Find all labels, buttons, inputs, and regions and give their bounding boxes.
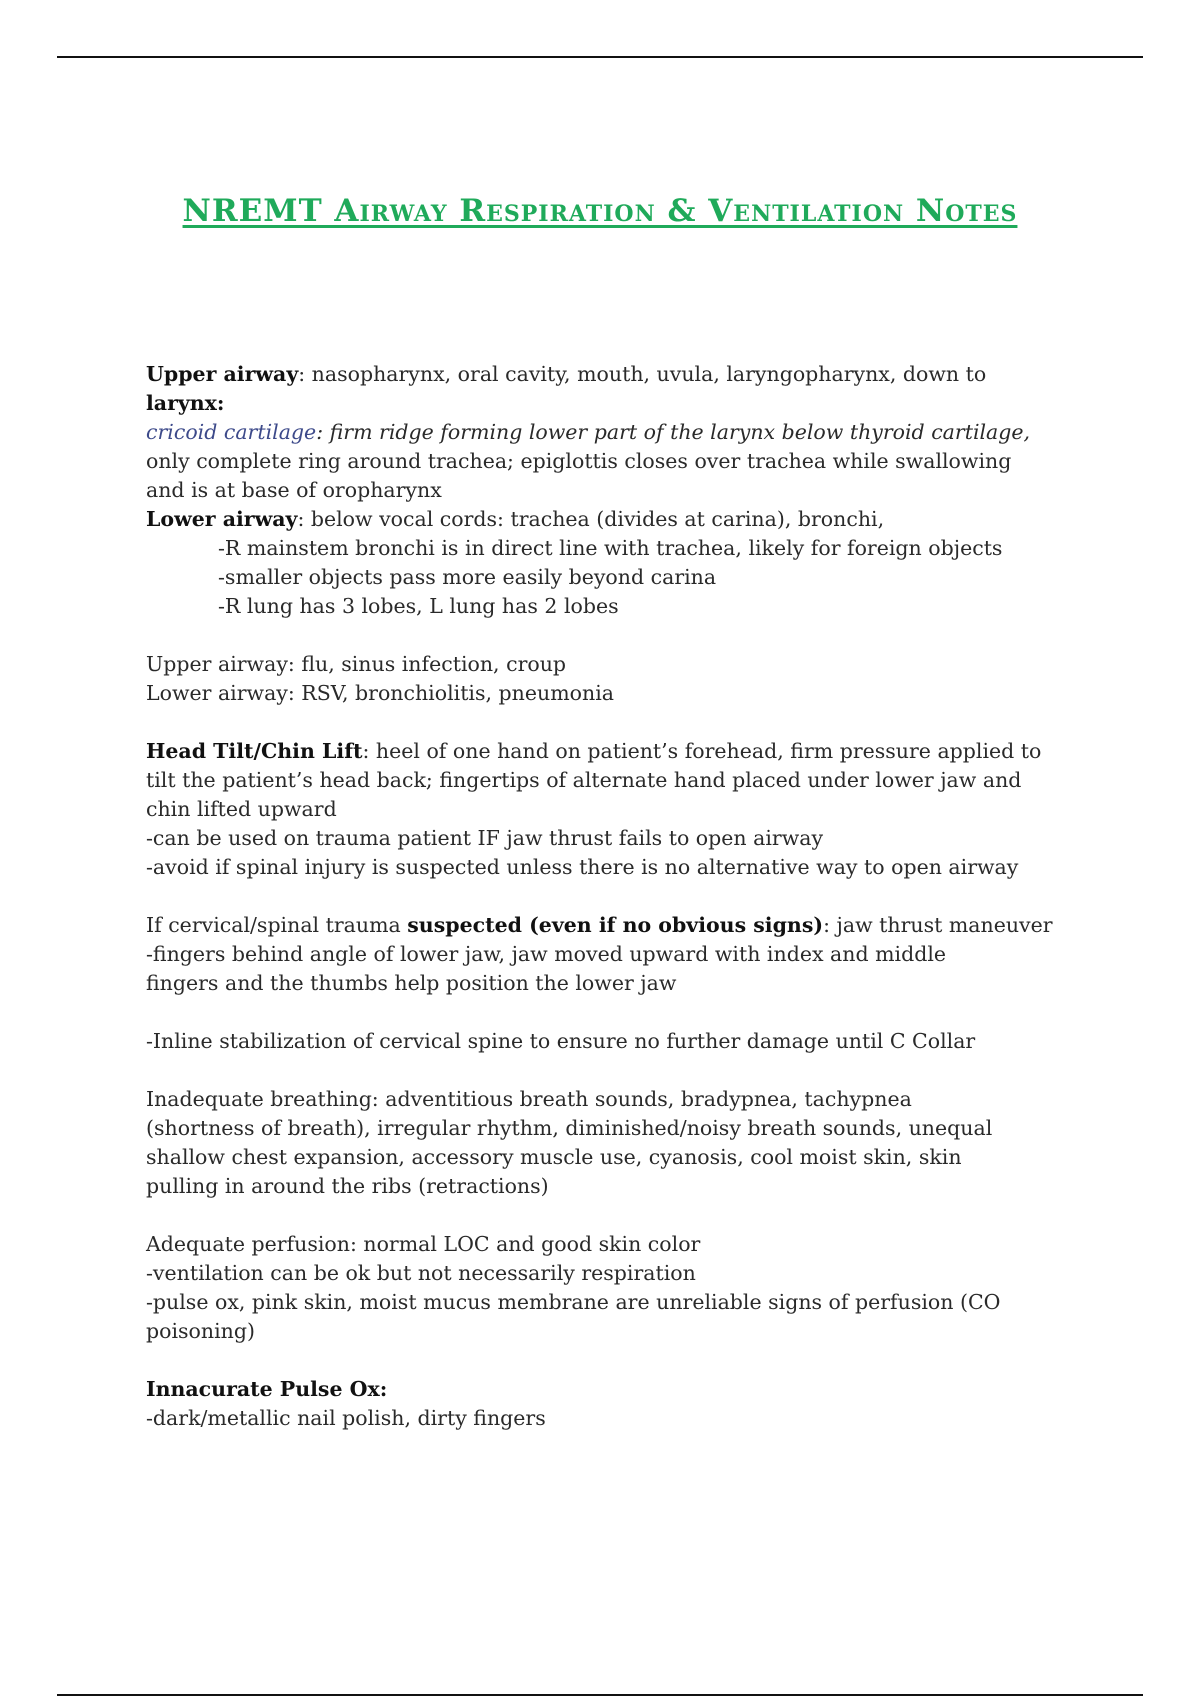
inadequate-line-1: Inadequate breathing: adventitious breath sounds, bradypnea, tachypnea xyxy=(146,1087,912,1111)
lower-airway-text: : below vocal cords: trachea (divides at carina), bronchi, xyxy=(297,507,885,531)
perfusion-line-1: Adequate perfusion: normal LOC and good skin color xyxy=(146,1232,701,1256)
jaw-thrust-line-3: fingers and the thumbs help position the lower jaw xyxy=(146,971,677,995)
infections-lower: Lower airway: RSV, bronchiolitis, pneumonia xyxy=(146,681,614,705)
cricoid-line xyxy=(146,418,1096,447)
pulse-ox-label: Innacurate Pulse Ox: xyxy=(146,1377,388,1401)
cricoid-line-3: and is at base of oropharynx xyxy=(146,478,442,502)
inline-stabilization: -Inline stabilization of cervical spine to ensure no further damage until C Collar xyxy=(146,1029,976,1053)
list-item: -R mainstem bronchi is in direct line with trachea, likely for foreign objects xyxy=(218,536,1003,560)
notes-body xyxy=(146,360,1096,1433)
pulse-ox-line-2: -dark/metallic nail polish, dirty fingers xyxy=(146,1406,546,1430)
perfusion-line-2: -ventilation can be ok but not necessarily respiration xyxy=(146,1261,696,1285)
jaw-thrust-line xyxy=(146,911,1096,940)
larynx-label: larynx: xyxy=(146,391,225,415)
jaw-thrust-bold: suspected (even if no obvious signs) xyxy=(407,913,824,937)
upper-airway-label: Upper airway xyxy=(146,362,299,386)
larynx-line xyxy=(146,389,1096,418)
perfusion-line-4: poisoning) xyxy=(146,1319,255,1343)
lower-airway-line xyxy=(146,505,1096,534)
jaw-thrust-line-2: -fingers behind angle of lower jaw, jaw moved upward with index and middle xyxy=(146,942,947,966)
jaw-thrust-suffix: : jaw thrust maneuver xyxy=(823,913,1053,937)
cricoid-line-2: only complete ring around trachea; epiglottis closes over trachea while swallowing xyxy=(146,449,1012,473)
lower-airway-label: Lower airway xyxy=(146,507,298,531)
list-item: -R lung has 3 lobes, L lung has 2 lobes xyxy=(218,594,619,618)
head-tilt-label: Head Tilt/Chin Lift xyxy=(146,739,363,763)
inadequate-line-2: (shortness of breath), irregular rhythm, diminished/noisy breath sounds, unequal xyxy=(146,1116,993,1140)
head-tilt-line-5: -avoid if spinal injury is suspected unless there is no alternative way to open airway xyxy=(146,855,1019,879)
page-title: NREMT Airway Respiration & Ventilation Notes xyxy=(182,193,1018,229)
upper-airway-line xyxy=(146,360,1096,389)
pulse-ox-line xyxy=(146,1375,1096,1404)
head-tilt-line-3: chin lifted upward xyxy=(146,797,337,821)
inadequate-line-3: shallow chest expansion, accessory muscle use, cyanosis, cool moist skin, skin xyxy=(146,1145,962,1169)
head-tilt-line-2: tilt the patient’s head back; fingertips of alternate hand placed under lower jaw and xyxy=(146,768,1022,792)
cricoid-def: : firm ridge forming lower part of the larynx below thyroid cartilage, xyxy=(316,420,1031,444)
top-rule xyxy=(57,56,1143,58)
bottom-rule xyxy=(57,1694,1143,1696)
inadequate-line-4: pulling in around the ribs (retractions) xyxy=(146,1174,549,1198)
head-tilt-line-4: -can be used on trauma patient IF jaw thrust fails to open airway xyxy=(146,826,824,850)
cricoid-term: cricoid cartilage xyxy=(146,420,317,444)
infections-upper: Upper airway: flu, sinus infection, croup xyxy=(146,652,567,676)
upper-airway-text: : nasopharynx, oral cavity, mouth, uvula, laryngopharynx, down to xyxy=(298,362,987,386)
list-item: -smaller objects pass more easily beyond carina xyxy=(218,565,717,589)
jaw-thrust-prefix: If cervical/spinal trauma xyxy=(146,913,408,937)
head-tilt-line xyxy=(146,737,1096,766)
head-tilt-text: : heel of one hand on patient’s forehead, firm pressure applied to xyxy=(362,739,1042,763)
perfusion-line-3: -pulse ox, pink skin, moist mucus membrane are unreliable signs of perfusion (CO xyxy=(146,1290,1001,1314)
